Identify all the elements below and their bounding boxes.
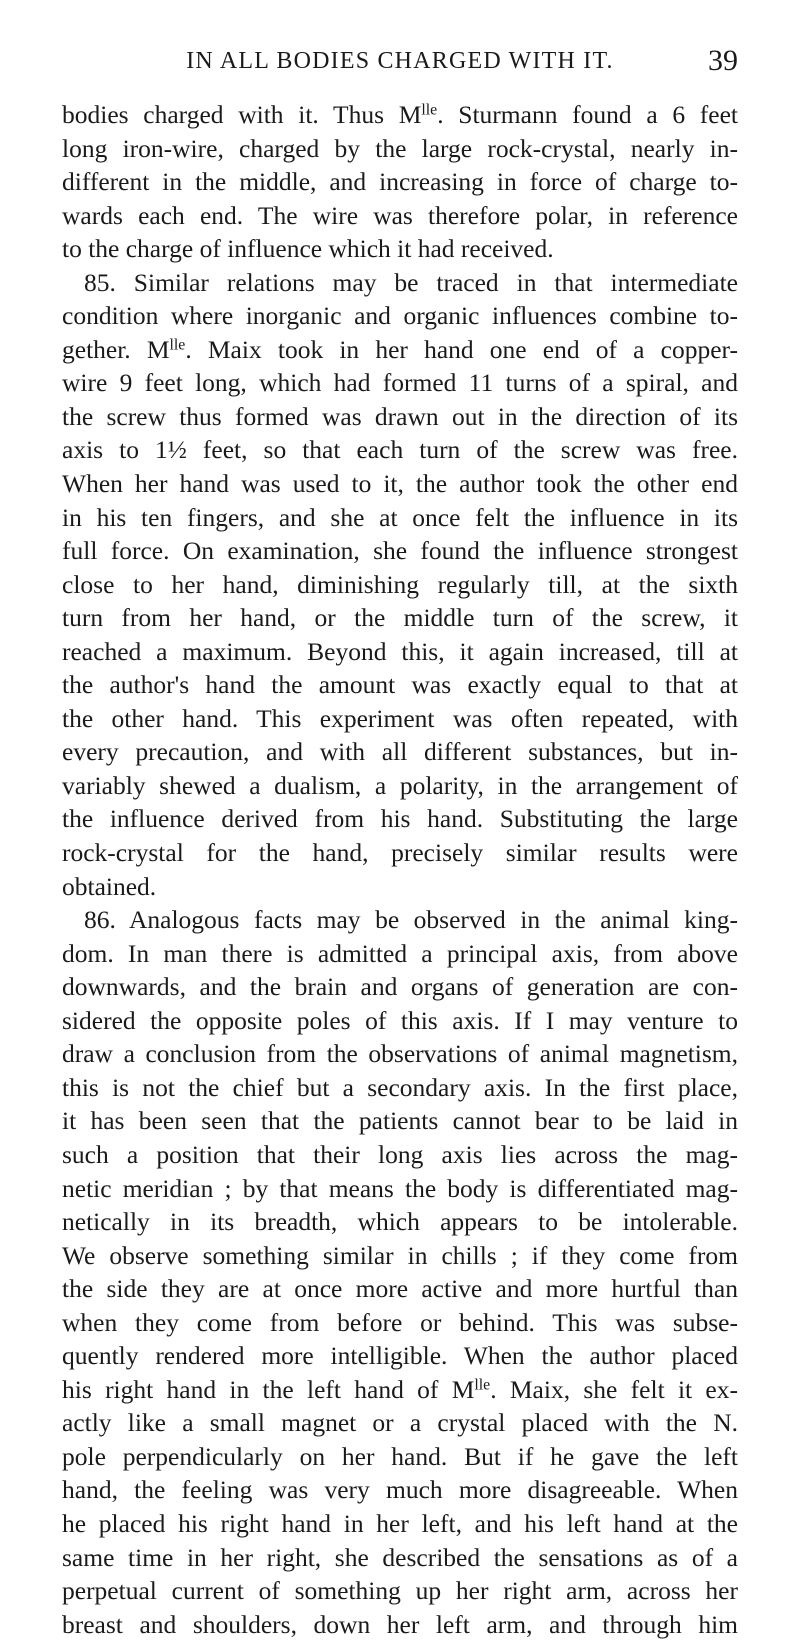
text-line: close to her hand, diminishing regularly till, at the sixth <box>62 569 738 599</box>
text-line: such a position that their long axis lies across the mag- <box>62 1139 738 1169</box>
text-line: this is not the chief but a secondary axis. In the first place, <box>62 1072 738 1102</box>
superscript: lle <box>474 1376 491 1394</box>
text-line: axis to 1½ feet, so that each turn of the screw was free. <box>62 435 738 465</box>
text-line: different in the middle, and increasing in force of charge to- <box>62 167 738 197</box>
body-text <box>62 98 738 1641</box>
text-line: condition where inorganic and organic influences combine to- <box>62 301 738 331</box>
text-line: bodies charged with it. Thus $M^{lle}$. Sturmann found a 6 feet <box>62 100 739 129</box>
text-line: gether. $M^{lle}$. Maix took in her hand one end of a copper- <box>62 334 739 364</box>
fraction: ½ <box>167 435 187 465</box>
text-line: long iron-wire, charged by the large rock-crystal, nearly in- <box>62 133 738 163</box>
text-line: every precaution, and with all different substances, but in- <box>62 737 738 767</box>
text-line: When her hand was used to it, the author took the other end <box>62 469 738 499</box>
running-head <box>62 44 738 88</box>
running-title: IN ALL BODIES CHARGED WITH IT. <box>186 48 614 74</box>
text-line: reached a maximum. Beyond this, it again increased, till at <box>62 636 738 666</box>
text-line: draw a conclusion from the observations of animal magnetism, <box>62 1039 738 1069</box>
text-line: netic meridian ; by that means the body is differentiated mag- <box>62 1173 738 1203</box>
text-line: when they come from before or behind. This was subse- <box>62 1307 738 1337</box>
text-line: the influence derived from his hand. Substituting the large <box>62 804 738 834</box>
page-number: 39 <box>708 44 738 77</box>
paragraph-start-85: 85. Similar relations may be traced in that intermediate <box>84 267 738 297</box>
text-line: the side they are at once more active and more hurtful than <box>62 1274 738 1304</box>
superscript: lle <box>421 101 438 119</box>
text-line: quently rendered more intelligible. When the author placed <box>62 1341 738 1371</box>
superscript: lle <box>169 336 186 354</box>
text-line: variably shewed a dualism, a polarity, in the arrangement of <box>62 770 738 800</box>
text-line: netically in its breadth, which appears to be intolerable. <box>62 1207 738 1237</box>
text-line: wire 9 feet long, which had formed 11 turns of a spiral, and <box>62 368 738 398</box>
paragraph-start-86: 86. Analogous facts may be observed in the animal king- <box>84 905 738 935</box>
text-line: rock-crystal for the hand, precisely similar results were <box>62 838 738 868</box>
text-line: We observe something similar in chills ; if they come from <box>62 1240 738 1270</box>
text-line: the author's hand the amount was exactly equal to that at <box>62 670 738 700</box>
text-line: in his ten fingers, and she at once felt the influence in its <box>62 502 738 532</box>
text-line: wards each end. The wire was therefore polar, in reference <box>62 200 738 230</box>
text-line: dom. In man there is admitted a principal axis, from above <box>62 938 738 968</box>
text-line: hand, the feeling was very much more disagreeable. When <box>62 1475 738 1505</box>
text-line: sidered the opposite poles of this axis. If I may venture to <box>62 1005 738 1035</box>
text-line: the screw thus formed was drawn out in the direction of its <box>62 401 738 431</box>
text-line: actly like a small magnet or a crystal placed with the N. <box>62 1408 738 1438</box>
text-line: perpetual current of something up her right arm, across her <box>62 1576 738 1606</box>
text-line: to the charge of influence which it had received. <box>62 234 554 264</box>
text-line: the other hand. This experiment was often repeated, with <box>62 703 738 733</box>
text-line: it has been seen that the patients cannot bear to be laid in <box>62 1106 738 1136</box>
text-line: his right hand in the left hand of $M^{lle}$. Maix, she felt it ex- <box>62 1374 738 1404</box>
text-line: pole perpendicularly on her hand. But if he gave the left <box>62 1441 738 1471</box>
text-line: he placed his right hand in her left, and his left hand at the <box>62 1508 738 1538</box>
text-line: turn from her hand, or the middle turn of the screw, it <box>62 603 738 633</box>
text-line: downwards, and the brain and organs of generation are con- <box>62 972 738 1002</box>
text-line: same time in her right, she described the sensations as of a <box>62 1542 738 1572</box>
text-line: obtained. <box>62 871 157 901</box>
text-line: breast and shoulders, down her left arm, and through him <box>62 1609 738 1639</box>
text-line: full force. On examination, she found the influence strongest <box>62 536 738 566</box>
